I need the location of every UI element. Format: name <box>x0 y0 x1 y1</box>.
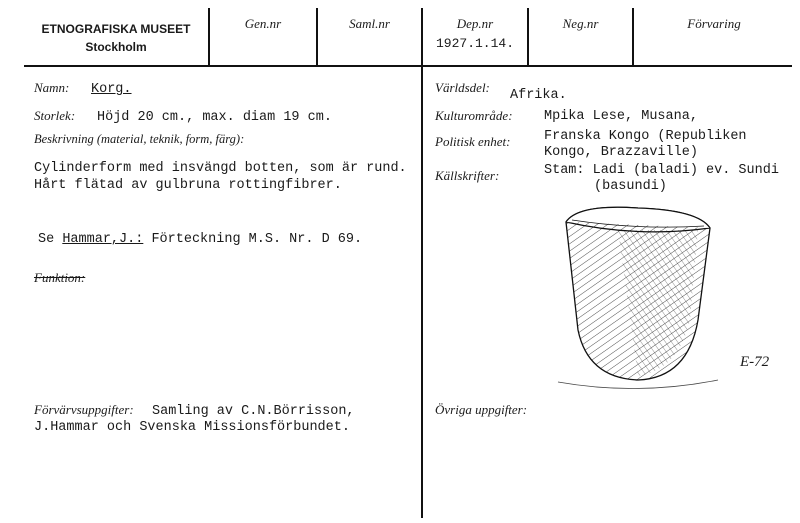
namn-label: Namn: <box>34 80 70 95</box>
beskrivning-line-1: Cylinderform med insvängd botten, som är rund. <box>34 161 407 176</box>
funktion-label: Funktion: <box>34 270 86 285</box>
dep-nr-label: Dep.nr <box>456 16 494 31</box>
reference-rest: Förteckning M.S. Nr. D 69. <box>151 232 363 247</box>
ovriga-label: Övriga uppgifter: <box>435 402 528 417</box>
kallskrifter-label: Källskrifter: <box>435 168 500 183</box>
politisk-label: Politisk enhet: <box>435 134 511 149</box>
inventory-signature: E-72 <box>740 354 770 370</box>
museum-heading <box>24 20 208 56</box>
politisk-line-1: Franska Kongo (Republiken <box>544 129 747 144</box>
reference-author: Hammar,J.: <box>62 232 144 247</box>
kulturomrade-value: Mpika Lese, Musana, <box>544 109 698 124</box>
politisk-line-2: Kongo, Brazzaville) <box>544 145 698 160</box>
neg-nr-label: Neg.nr <box>562 16 599 31</box>
saml-nr-label: Saml.nr <box>349 16 390 31</box>
beskrivning-label: Beskrivning (material, teknik, form, färg): <box>34 132 245 146</box>
dep-nr-value: 1927.1.14. <box>435 36 514 51</box>
forvarv-label: Förvärvsuppgifter: <box>34 402 134 417</box>
reference-prefix: Se <box>38 232 55 247</box>
reference-line <box>38 231 362 248</box>
namn-value: Korg. <box>91 82 132 97</box>
storlek-value: Höjd 20 cm., max. diam 19 cm. <box>97 110 332 125</box>
kallskrifter-line-2: (basundi) <box>594 179 667 194</box>
header-bottom-line <box>24 65 792 67</box>
varldsdel-label: Världsdel: <box>435 80 490 95</box>
storlek-label: Storlek: <box>34 108 76 123</box>
varldsdel-value: Afrika. <box>510 88 567 103</box>
forvarv-line-2: J.Hammar och Svenska Missionsförbundet. <box>34 420 350 435</box>
kallskrifter-line-1: Stam: Ladi (baladi) ev. Sundi <box>544 163 779 178</box>
forvarv-line-1: Samling av C.N.Börrisson, <box>152 404 355 419</box>
museum-name: ETNOGRAFISKA MUSEET <box>41 22 191 36</box>
forvaring-label: Förvaring <box>687 16 741 31</box>
center-divider <box>421 66 423 518</box>
gen-nr-label: Gen.nr <box>244 16 282 31</box>
kulturomrade-label: Kulturområde: <box>435 108 513 123</box>
museum-city: Stockholm <box>85 40 147 54</box>
beskrivning-line-2: Hårt flätad av gulbruna rottingfibrer. <box>34 178 342 193</box>
